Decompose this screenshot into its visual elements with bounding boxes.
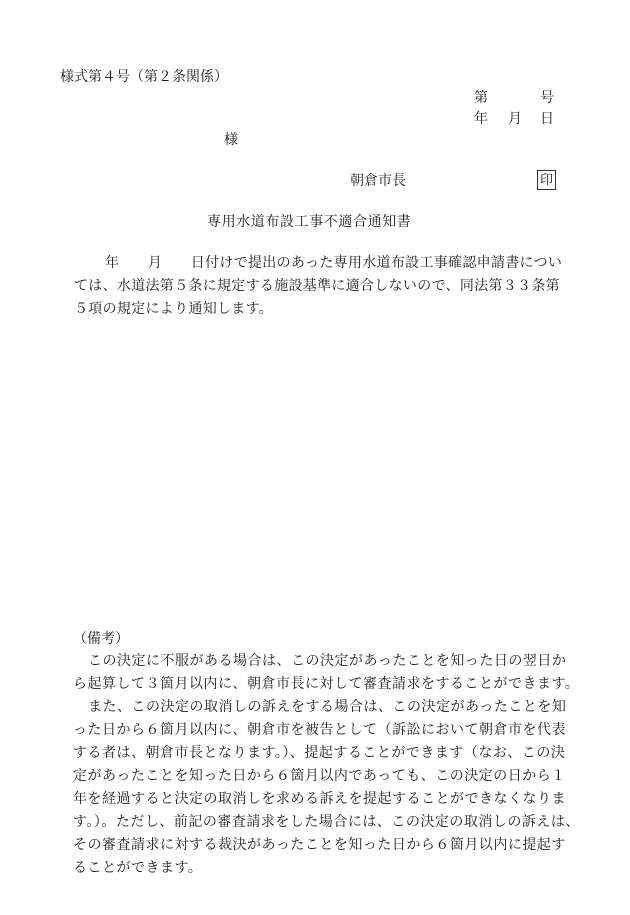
date-day: 日 xyxy=(540,111,554,127)
remarks-line: この決定に不服がある場合は、この決定があったことを知った日の翌日か xyxy=(88,653,567,669)
remarks-line: また、この決定の取消しの訴えをする場合は、この決定があったことを知 xyxy=(88,699,567,715)
issuer-name: 朝倉市長 xyxy=(350,173,406,189)
remarks-line: 年を経過すると決定の取消しを求める訴えを提起することができなくなりま xyxy=(73,791,566,807)
remarks-line: ら起算して３箇月以内に、朝倉市長に対して審査請求をすることができます。 xyxy=(73,676,580,692)
date-month: 月 xyxy=(508,111,522,127)
body-line: ５項の規定により通知します。 xyxy=(74,301,274,317)
remarks-heading: （備考） xyxy=(73,631,129,647)
body-line: 年 月 日付けで提出のあった専用水道布設工事確認申請書につい xyxy=(105,255,563,271)
doc-number-suffix: 号 xyxy=(540,90,554,106)
remarks-line: ることができます。 xyxy=(73,860,203,876)
remarks-line: その審査請求に対する裁決があったことを知った日から６箇月以内に提起す xyxy=(73,837,566,853)
doc-number-prefix: 第 xyxy=(474,90,488,106)
remarks-line: す。）。ただし、前記の審査請求をした場合には、この決定の取消しの訴えは、 xyxy=(73,814,580,830)
form-number: 様式第４号（第２条関係） xyxy=(60,69,228,85)
date-year: 年 xyxy=(474,111,488,127)
seal-stamp: 印 xyxy=(537,170,556,190)
remarks-line: 定があったことを知った日から６箇月以内であっても、この決定の日から１ xyxy=(73,768,566,784)
body-line: ては、水道法第５条に規定する施設基準に適合しないので、同法第３３条第 xyxy=(74,278,560,294)
document-title: 専用水道布設工事不適合通知書 xyxy=(207,214,412,230)
addressee-suffix: 様 xyxy=(224,132,238,148)
remarks-line: する者は、朝倉市長となります。）、提起することができます（なお、この決 xyxy=(73,745,566,761)
remarks-line: った日から６箇月以内に、朝倉市を被告として（訴訟において朝倉市を代表 xyxy=(73,722,566,738)
